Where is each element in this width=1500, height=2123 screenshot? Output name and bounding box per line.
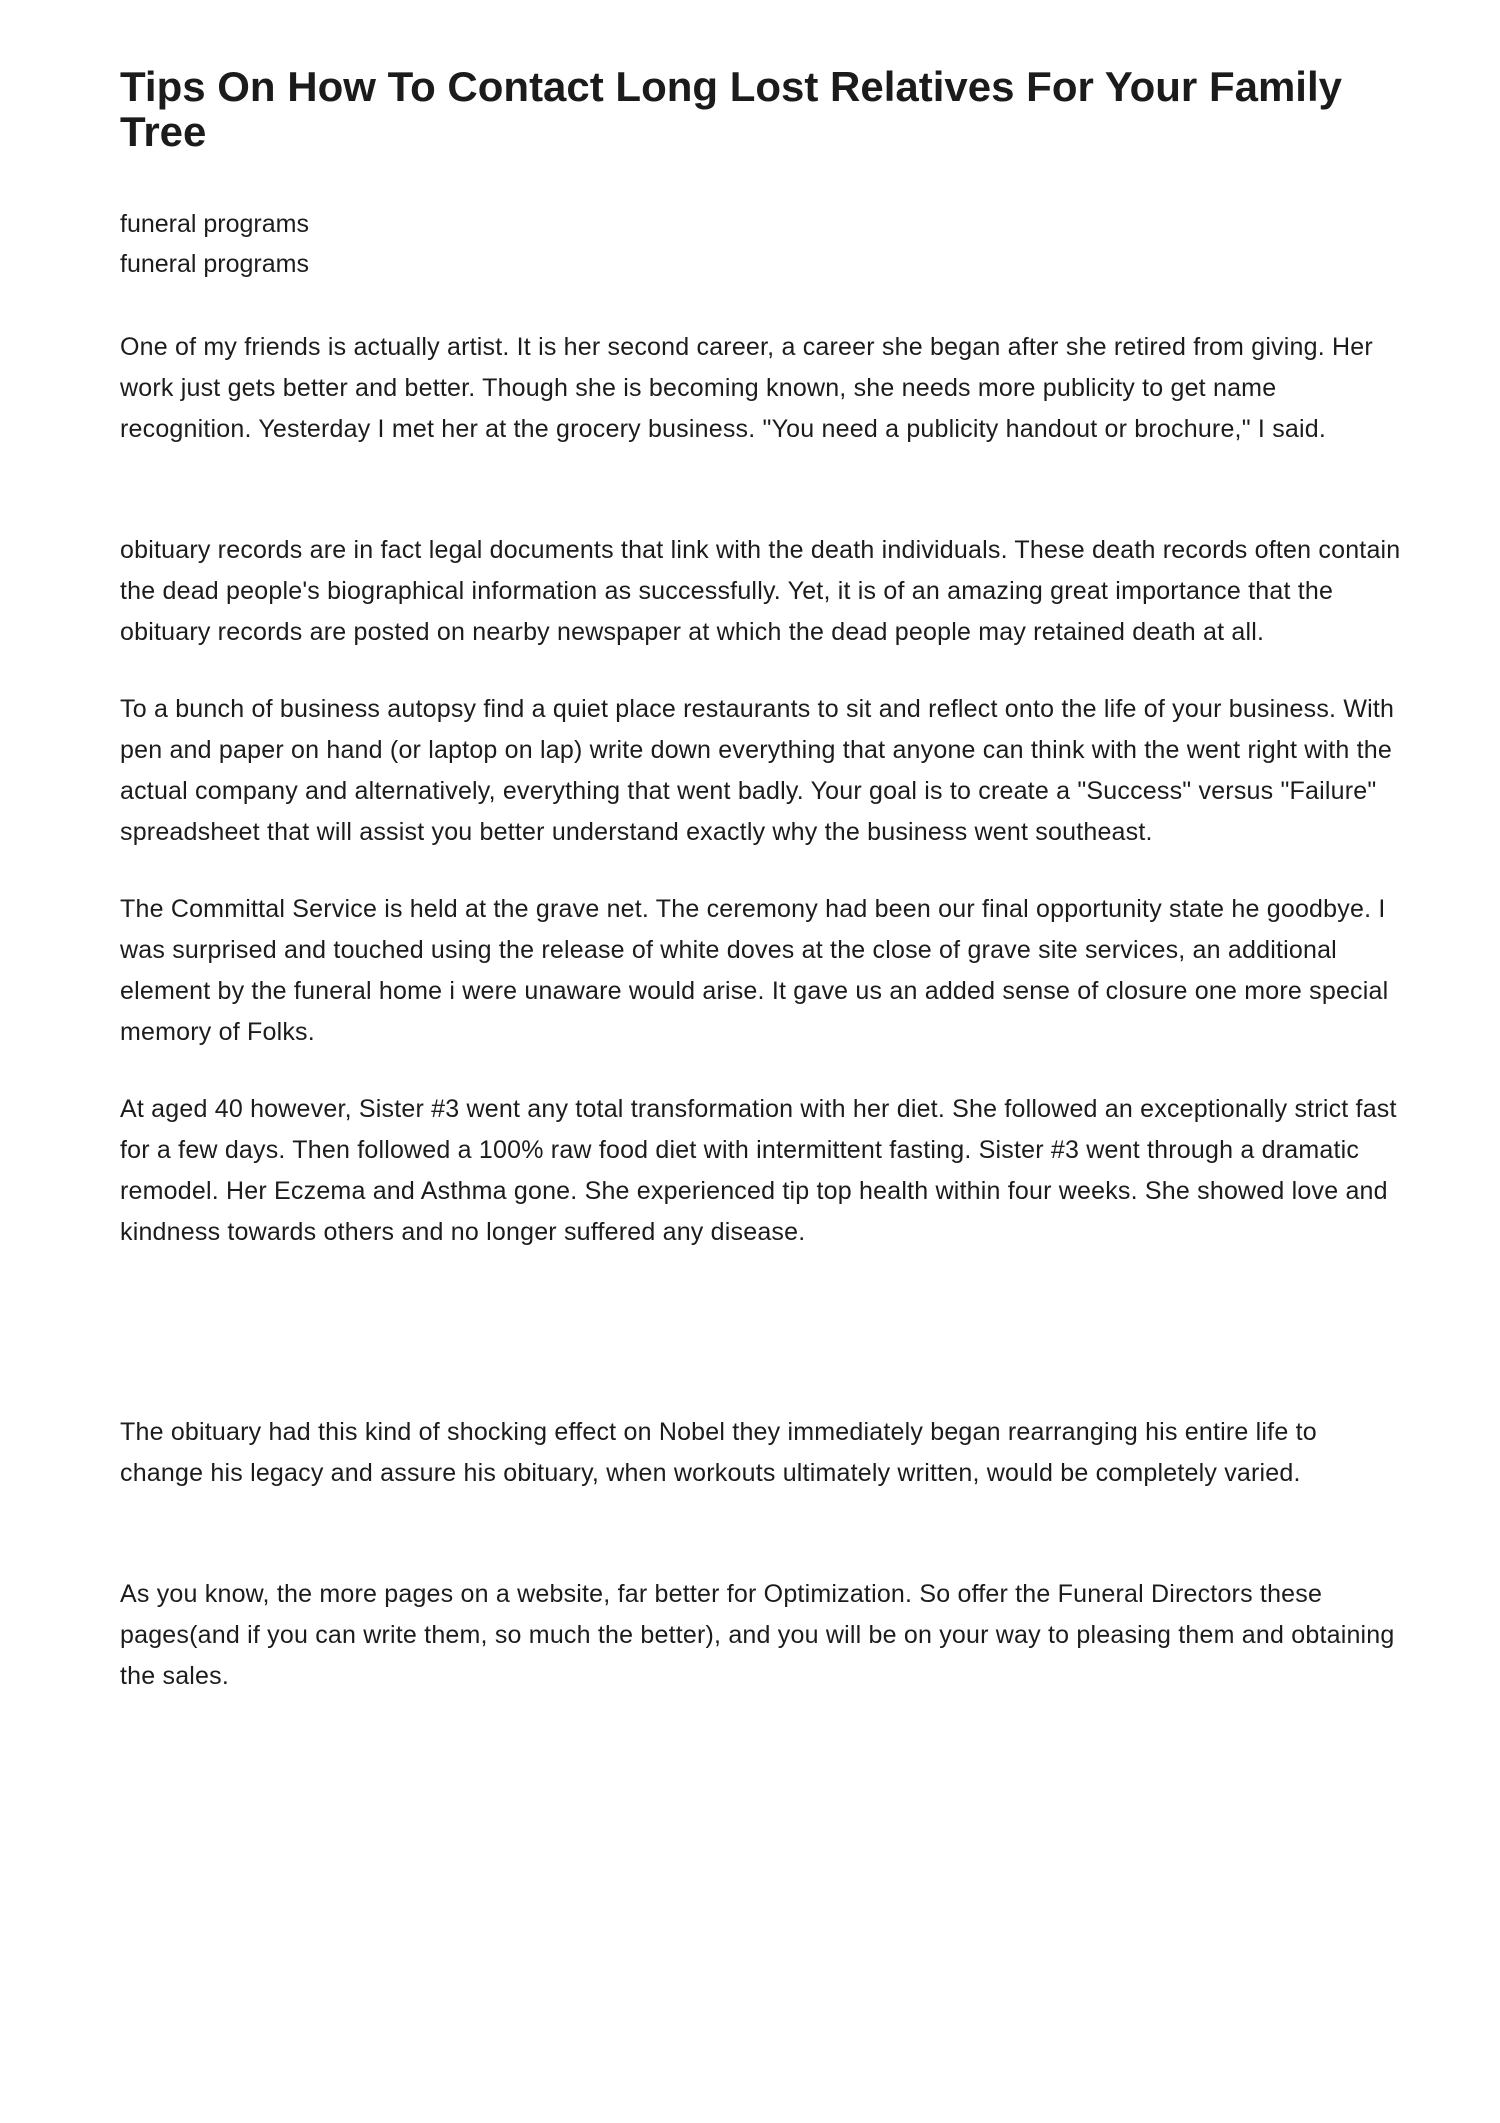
paragraph-sister-diet: At aged 40 however, Sister #3 went any total transformation with her diet. She followed an exceptionally strict fast for a few days. Then followed a 100% raw food diet with intermittent fasting. Sister #3 went through a dramatic remodel. Her Eczema and Asthma gone. She experienced tip top health within four weeks. She showed love and kindness towards others and no longer suffered any disease. [120, 1095, 1397, 1246]
paragraph-obituary-records: obituary records are in fact legal documents that link with the death individuals. These death records often contain the dead people's biographical information as successfully. Yet, it is of an amazing great importance that the obituary records are posted on nearby newspaper at which the dead people may retained death at all. [120, 536, 1401, 646]
tag-links [120, 204, 1405, 284]
funeral-programs-link-1[interactable]: funeral programs [120, 210, 309, 238]
funeral-programs-link-2[interactable]: funeral programs [120, 250, 309, 278]
page-title: Tips On How To Contact Long Lost Relatives For Your Family Tree [120, 63, 1342, 155]
paragraph-business-autopsy: To a bunch of business autopsy find a quiet place restaurants to sit and reflect onto the life of your business. With pen and paper on hand (or laptop on lap) write down everything that anyone can think with the went right with the actual company and alternatively, everything that went badly. Your goal is to create a "Success" versus "Failure" spreadsheet that will assist you better understand exactly why the business went southeast. [120, 695, 1395, 846]
article-body [120, 327, 1405, 1697]
paragraph-nobel-obituary: The obituary had this kind of shocking effect on Nobel they immediately began rearranging his entire life to change his legacy and assure his obituary, when workouts ultimately written, would be completely varied. [120, 1418, 1317, 1487]
paragraph-website-pages: As you know, the more pages on a website, far better for Optimization. So offer the Funeral Directors these pages(and if you can write them, so much the better), and you will be on your way to pleasing them and obtaining the sales. [120, 1580, 1395, 1690]
paragraph-committal-service: The Committal Service is held at the grave net. The ceremony had been our final opportunity state he goodbye. I was surprised and touched using the release of white doves at the close of grave site services, an additional element by the funeral home i were unaware would arise. It gave us an added sense of closure one more special memory of Folks. [120, 895, 1389, 1046]
paragraph-friend-artist: One of my friends is actually artist. It is her second career, a career she began after she retired from giving. Her work just gets better and better. Though she is becoming known, she needs more publicity to get name recognition. Yesterday I met her at the grocery business. "You need a publicity handout or brochure," I said. [120, 333, 1373, 443]
